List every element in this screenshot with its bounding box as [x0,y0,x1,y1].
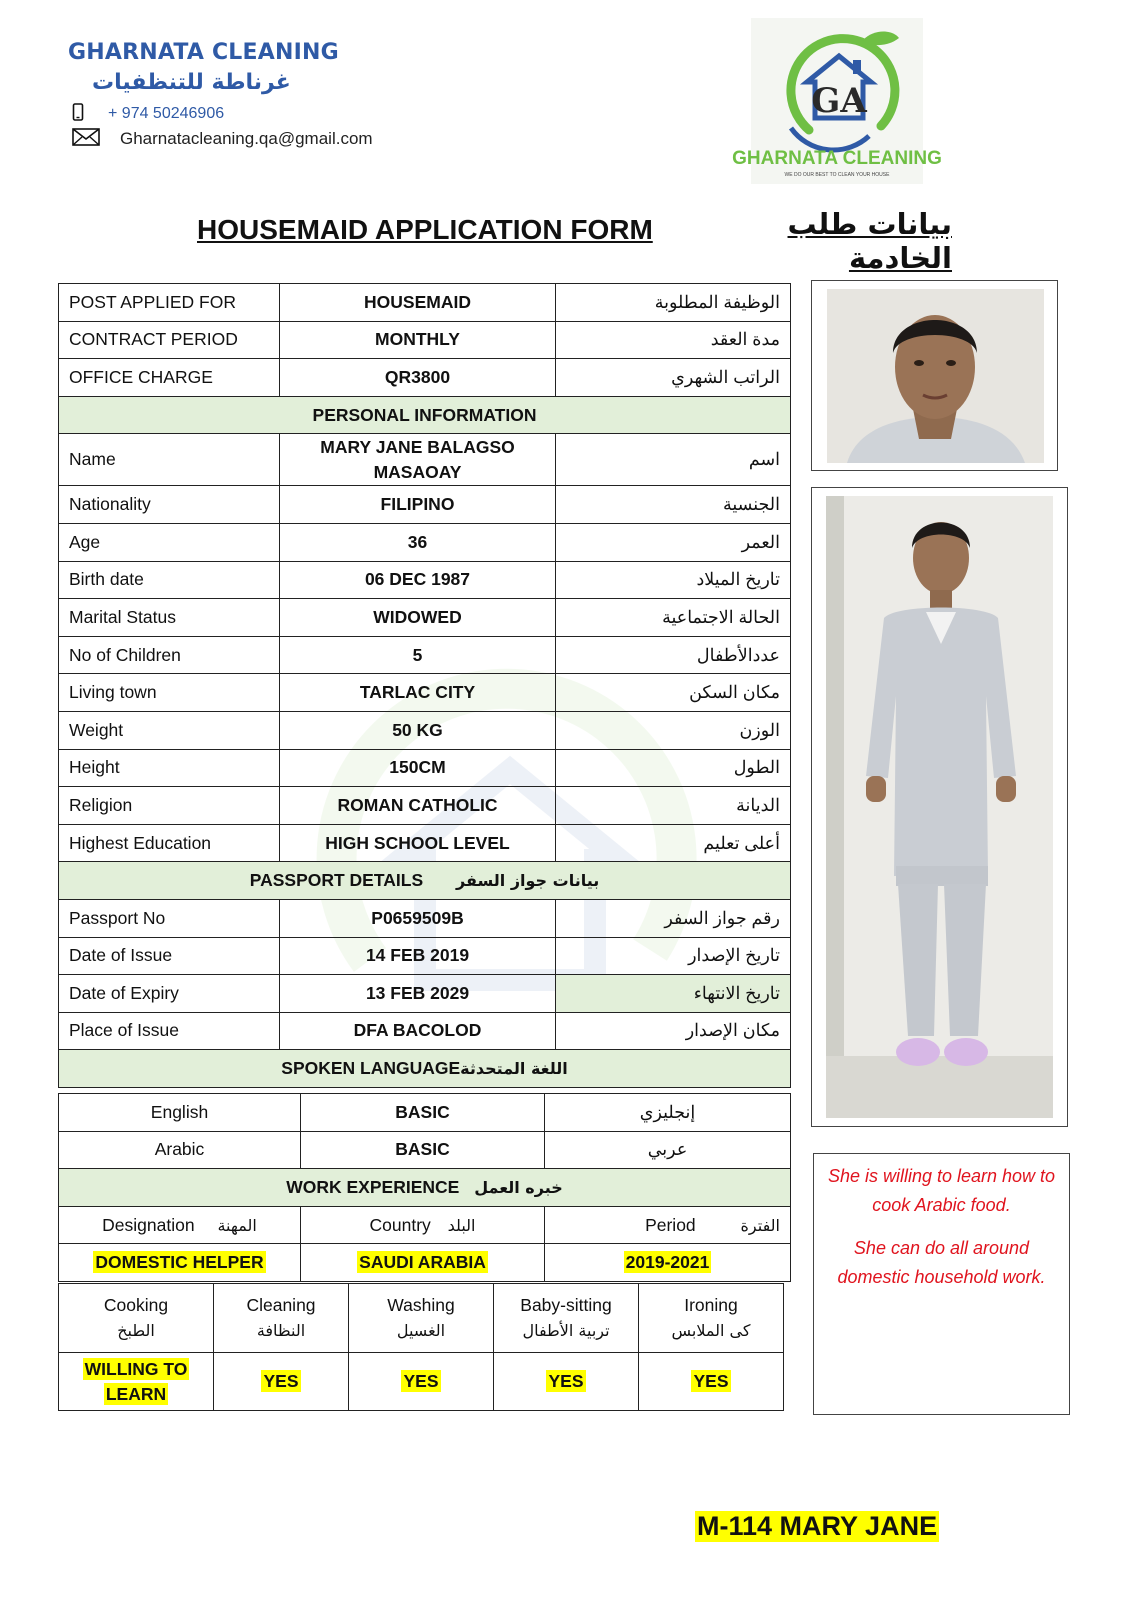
skill-value: YES [693,1371,729,1391]
company-name: GHARNATA CLEANING [68,40,339,65]
name-line-1: MARY JANE BALAGSO [320,436,515,457]
experience-period [545,1244,791,1282]
education-label: Highest Education [59,824,280,862]
nationality-label: Nationality [59,486,280,524]
skill-label-arabic: النظافة [256,1321,306,1340]
weight-label-arabic: الوزن [556,711,791,749]
section-header [59,1169,791,1207]
living-town-value: TARLAC CITY [280,674,556,712]
religion-value: ROMAN CATHOLIC [280,787,556,825]
weight-value: 50 KG [280,711,556,749]
weight-label: Weight [59,711,280,749]
table-row [59,359,791,397]
company-name-arabic: غرناطة للتنظفيات [92,70,291,95]
issue-date-value: 14 FEB 2019 [280,937,556,975]
experience-country-text: SAUDI ARABIA [359,1252,486,1273]
table-row [59,824,791,862]
period-column-header [545,1206,791,1244]
birth-date-label-arabic: تاريخ الميلاد [556,561,791,599]
birth-date-value: 06 DEC 1987 [280,561,556,599]
place-of-issue-label: Place of Issue [59,1012,280,1050]
designation-label: Designation [102,1214,195,1235]
education-value: HIGH SCHOOL LEVEL [280,824,556,862]
skill-label: Cooking [103,1295,169,1315]
place-of-issue-value: DFA BACOLOD [280,1012,556,1050]
logo-tagline: WE DO OUR BEST TO CLEAN YOUR HOUSE [784,172,890,178]
country-column-header [301,1206,545,1244]
experience-designation [59,1244,301,1282]
spoken-language-heading [59,1050,791,1088]
passport-no-value: P0659509B [280,899,556,937]
issue-date-label: Date of Issue [59,937,280,975]
portrait-photo-frame [811,280,1058,471]
children-label: No of Children [59,636,280,674]
country-label: Country [369,1214,431,1235]
skill-cooking-header [59,1284,214,1353]
living-town-label: Living town [59,674,280,712]
country-label-arabic: البلد [447,1215,476,1235]
birth-date-label: Birth date [59,561,280,599]
form-title-arabic: بيانات طلب الخادمة [787,207,952,275]
table-row [59,1244,791,1282]
language-english-level: BASIC [301,1094,545,1132]
table-row [59,787,791,825]
height-label-arabic: الطول [556,749,791,787]
name-label-arabic: اسم [556,434,791,486]
passport-heading-en: PASSPORT DETAILS [249,870,424,891]
nationality-label-arabic: الجنسية [556,486,791,524]
table-row [59,284,791,322]
skill-babysitting-value [494,1353,639,1411]
skill-value: YES [548,1371,584,1391]
table-row [59,711,791,749]
phone-number[interactable]: + 974 50246906 [108,105,225,122]
marital-status-label: Marital Status [59,599,280,637]
table-row [59,434,791,486]
passport-no-label-arabic: رقم جواز السفر [556,899,791,937]
post-label-arabic: الوظيفة المطلوبة [556,284,791,322]
portrait-photo [827,289,1044,463]
skill-label-arabic: الغسيل [396,1321,446,1340]
table-row [59,1094,791,1132]
nationality-value: FILIPINO [280,486,556,524]
children-value: 5 [280,636,556,674]
section-header [59,862,791,900]
email-row [72,128,373,150]
table-row [59,1284,784,1353]
skill-cleaning-header [214,1284,349,1353]
logo-text: GHARNATA CLEANING [732,148,942,169]
company-logo [732,18,942,184]
table-row [59,674,791,712]
contract-label-arabic: مدة العقد [556,321,791,359]
religion-label: Religion [59,787,280,825]
phone-row [72,103,224,125]
section-header [59,396,791,434]
skill-value: YES [263,1371,299,1391]
language-english-arabic: إنجليزي [545,1094,791,1132]
designation-column-header [59,1206,301,1244]
table-row [59,975,791,1013]
name-label: Name [59,434,280,486]
skill-label-arabic: کی الملابس [671,1321,751,1340]
note-arabic-food: She is willing to learn how to cook Arabic food. [827,1166,1056,1215]
note-household-work: She can do all around domestic household work. [837,1238,1046,1287]
passport-heading-arabic: بيانات جواز السفر [456,871,600,891]
age-label-arabic: العمر [556,523,791,561]
post-value: HOUSEMAID [280,284,556,322]
table-row [59,1131,791,1169]
period-label-arabic: الفترة [740,1215,780,1235]
logo-monogram: GA [811,81,867,121]
skill-ironing-value [639,1353,784,1411]
living-town-label-arabic: مكان السكن [556,674,791,712]
language-experience-table [58,1093,791,1282]
skill-label: Cleaning [246,1295,316,1315]
expiry-date-label: Date of Expiry [59,975,280,1013]
skill-label-arabic: الطبخ [117,1321,155,1340]
post-label: POST APPLIED FOR [59,284,280,322]
language-english-label: English [59,1094,301,1132]
table-row [59,1353,784,1411]
skill-value: LEARN [105,1383,167,1404]
table-row [59,937,791,975]
age-value: 36 [280,523,556,561]
experience-designation-text: DOMESTIC HELPER [95,1252,264,1273]
office-charge-label-arabic: الراتب الشهري [556,359,791,397]
expiry-date-value: 13 FEB 2029 [280,975,556,1013]
table-row [59,636,791,674]
table-row [59,749,791,787]
period-label: Period [645,1214,696,1235]
issue-date-label-arabic: تاريخ الإصدار [556,937,791,975]
skill-babysitting-header [494,1284,639,1353]
contract-value: MONTHLY [280,321,556,359]
skill-value: YES [403,1371,439,1391]
height-value: 150CM [280,749,556,787]
skills-table [58,1283,784,1411]
experience-period-text: 2019-2021 [625,1252,710,1273]
mobile-phone-icon [72,103,84,125]
religion-label-arabic: الديانة [556,787,791,825]
application-table [58,283,791,1088]
skill-ironing-header [639,1284,784,1353]
office-charge-label: OFFICE CHARGE [59,359,280,397]
experience-country [301,1244,545,1282]
envelope-icon [72,128,100,150]
table-row [59,523,791,561]
email-address[interactable]: Gharnatacleaning.qa@gmail.com [120,129,373,148]
work-experience-heading-en: WORK EXPERIENCE [286,1176,460,1197]
reference-code: M-114 MARY JANE [697,1511,938,1541]
skill-label: Washing [387,1295,455,1315]
name-value [280,434,556,486]
skill-washing-header [349,1284,494,1353]
spoken-language-heading-arabic: اللغة المتحدثة [460,1059,568,1079]
language-arabic-arabic: عربي [545,1131,791,1169]
marital-status-label-arabic: الحالة الاجتماعية [556,599,791,637]
name-line-2: MASAOAY [373,461,462,482]
work-experience-heading-arabic: خبره العمل [474,1177,563,1197]
table-row [59,561,791,599]
designation-label-arabic: المهنة [217,1215,257,1235]
skill-washing-value [349,1353,494,1411]
spoken-language-heading-en: SPOKEN LANGUAGE [281,1058,461,1079]
skill-label: Ironing [684,1295,738,1315]
skill-label-arabic: تربية الأطفال [522,1321,610,1340]
expiry-date-label-arabic: تاريخ الانتهاء [556,975,791,1013]
marital-status-value: WIDOWED [280,599,556,637]
age-label: Age [59,523,280,561]
passport-no-label: Passport No [59,899,280,937]
place-of-issue-label-arabic: مكان الإصدار [556,1012,791,1050]
passport-heading [59,862,791,900]
education-label-arabic: أعلى تعليم [556,824,791,862]
full-body-photo [826,496,1053,1118]
notes-box [813,1153,1070,1415]
table-row [59,599,791,637]
table-row [59,1012,791,1050]
office-charge-value: QR3800 [280,359,556,397]
skill-value: WILLING TO [84,1358,188,1379]
table-row [59,321,791,359]
table-row [59,1206,791,1244]
table-row [59,486,791,524]
language-arabic-label: Arabic [59,1131,301,1169]
children-label-arabic: عددالأطفال [556,636,791,674]
section-header [59,1050,791,1088]
language-arabic-level: BASIC [301,1131,545,1169]
skill-label: Baby-sitting [520,1295,612,1315]
full-body-photo-frame [811,487,1068,1127]
work-experience-heading [59,1169,791,1207]
contract-label: CONTRACT PERIOD [59,321,280,359]
height-label: Height [59,749,280,787]
skill-cleaning-value [214,1353,349,1411]
personal-info-heading: PERSONAL INFORMATION [59,396,791,434]
table-row [59,899,791,937]
skill-cooking-value [59,1353,214,1411]
form-title: HOUSEMAID APPLICATION FORM [197,214,653,245]
